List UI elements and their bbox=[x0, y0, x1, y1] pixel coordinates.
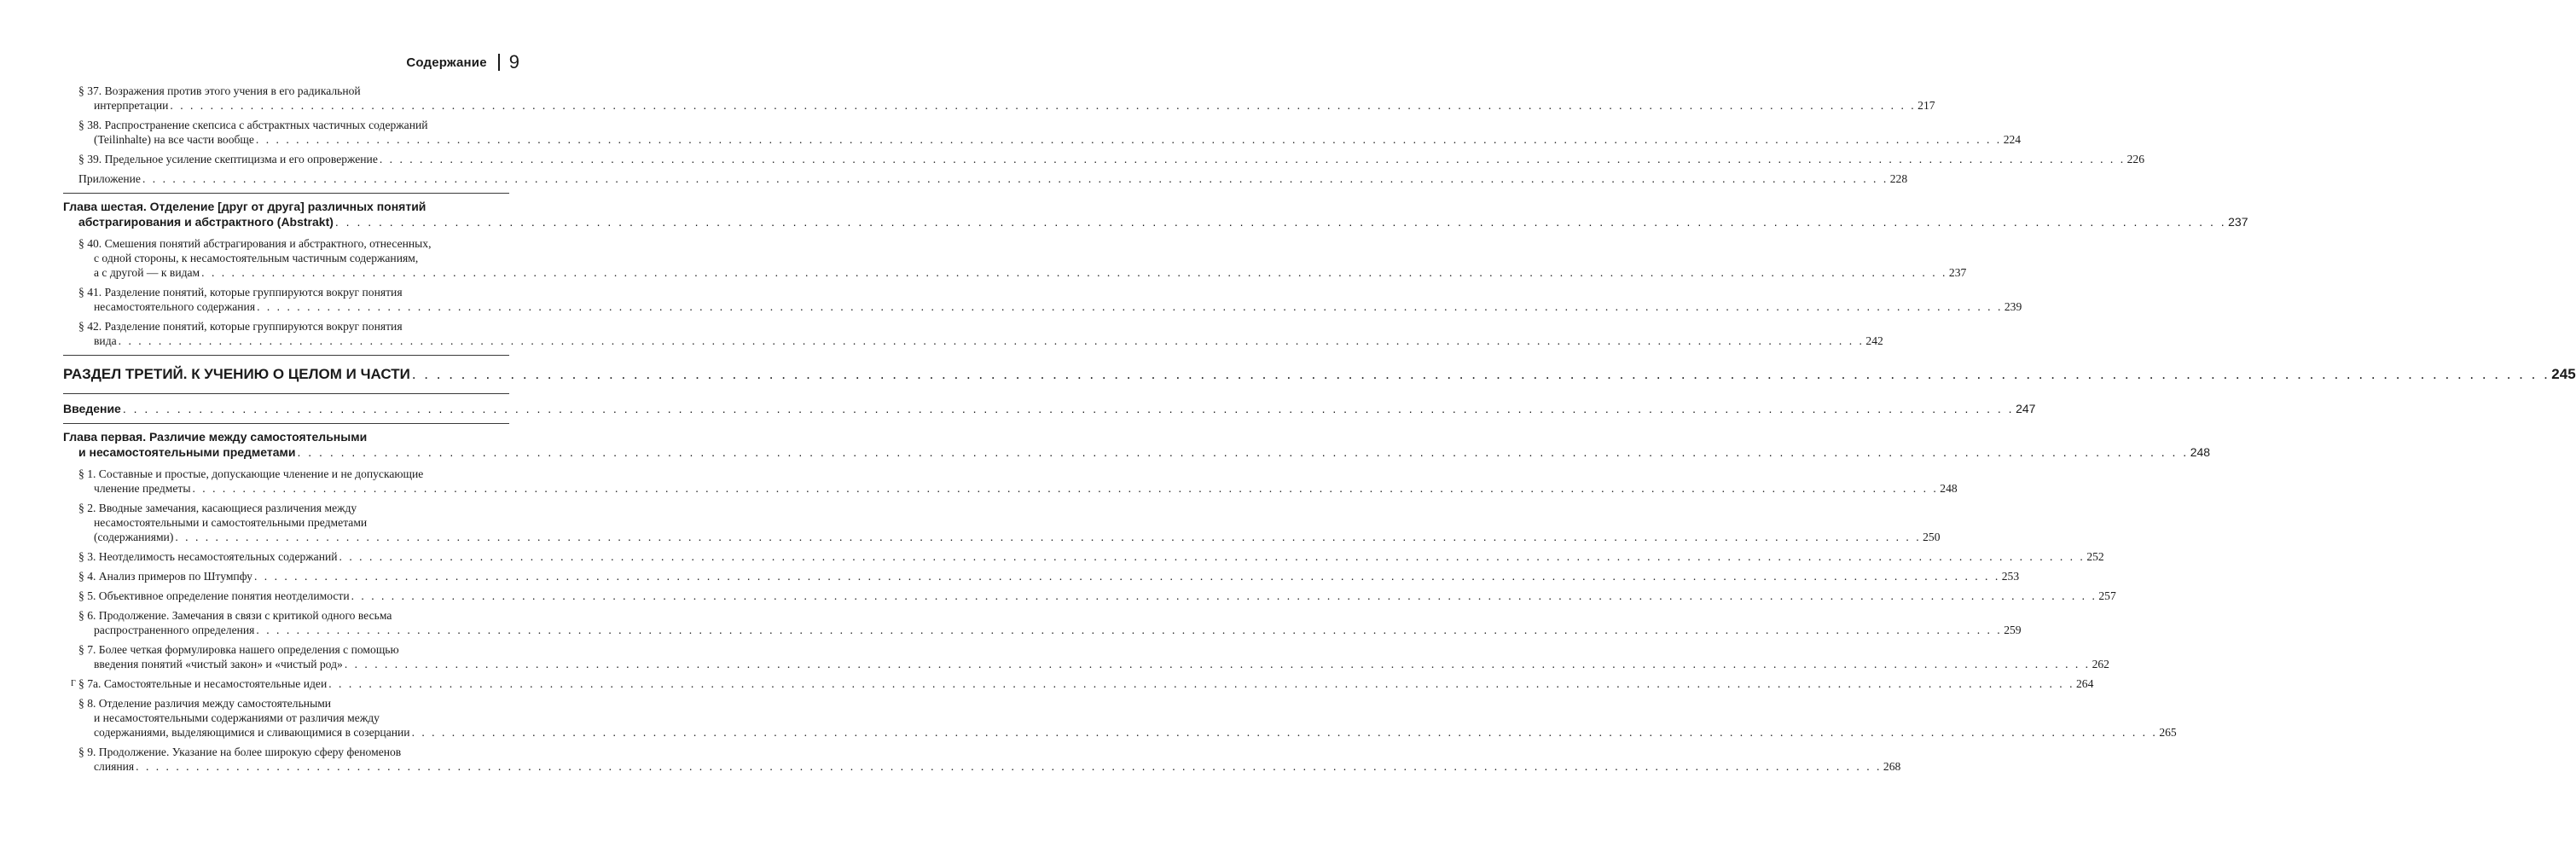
leader-dots bbox=[339, 550, 2086, 563]
toc-entry-s7[interactable] bbox=[63, 642, 2109, 671]
toc-entry-42[interactable] bbox=[63, 319, 1883, 348]
toc-entry-s3[interactable] bbox=[63, 549, 2104, 564]
toc-page: 242 bbox=[1865, 334, 1883, 347]
toc-line: § 38. Распространение скепсиса с абстрактных частичных содержаний bbox=[78, 119, 428, 131]
leader-dots bbox=[254, 570, 2000, 583]
toc-page: 248 bbox=[1940, 482, 1958, 495]
table-of-contents bbox=[63, 84, 2576, 774]
toc-line: несамостоятельного содержания bbox=[94, 300, 256, 313]
toc-page: 268 bbox=[1883, 760, 1901, 773]
toc-line: РАЗДЕЛ ТРЕТИЙ. К УЧЕНИЮ О ЦЕЛОМ И ЧАСТИ bbox=[63, 366, 410, 382]
toc-line: интерпретации bbox=[94, 99, 169, 112]
page-number: 9 bbox=[508, 51, 519, 73]
toc-line: Глава шестая. Отделение [друг от друга] различных понятий bbox=[63, 200, 426, 213]
toc-line: несамостоятельными и самостоятельными предметами bbox=[94, 516, 368, 529]
toc-line: Приложение bbox=[78, 172, 141, 185]
toc-line: Глава первая. Различие между самостоятельными bbox=[63, 430, 368, 444]
toc-page: 239 bbox=[2004, 300, 2022, 313]
toc-chapter-1[interactable] bbox=[63, 429, 2211, 460]
toc-entry-s7a[interactable] bbox=[63, 676, 2094, 691]
leader-dots bbox=[380, 153, 2126, 165]
toc-page: 224 bbox=[2003, 133, 2022, 146]
header-separator bbox=[498, 54, 500, 71]
toc-line: содержаниями, выделяющимися и сливающимися в созерцании bbox=[94, 726, 410, 739]
toc-introduction[interactable] bbox=[63, 401, 2036, 416]
leader-dots bbox=[328, 677, 2074, 690]
leader-dots bbox=[201, 266, 1947, 279]
toc-part-3[interactable] bbox=[63, 366, 2576, 383]
leader-dots bbox=[257, 300, 2003, 313]
toc-page: 262 bbox=[2092, 658, 2109, 670]
header-title: Содержание bbox=[406, 55, 487, 70]
toc-line: § 7а. Самостоятельные и несамостоятельные идеи bbox=[78, 677, 328, 690]
leader-dots bbox=[256, 624, 2002, 636]
toc-line: § 9. Продолжение. Указание на более широкую сферу феноменов bbox=[78, 746, 402, 758]
leader-dots bbox=[412, 726, 2158, 739]
toc-chapter-6[interactable] bbox=[63, 199, 2248, 229]
leader-dots bbox=[351, 589, 2097, 602]
toc-entry-s6[interactable] bbox=[63, 608, 2022, 637]
toc-line: § 42. Разделение понятий, которые группируются вокруг понятия bbox=[78, 320, 403, 333]
toc-page: 248 bbox=[2190, 445, 2211, 459]
toc-line: § 40. Смешения понятий абстрагирования и абстрактного, отнесенных, bbox=[78, 237, 432, 250]
toc-entry-s8[interactable] bbox=[63, 696, 2177, 740]
toc-page: 265 bbox=[2159, 726, 2177, 739]
leader-dots bbox=[412, 366, 2550, 382]
leader-dots bbox=[142, 172, 1888, 185]
toc-entry-39[interactable] bbox=[63, 152, 2145, 166]
toc-line: § 7. Более четкая формулировка нашего определения с помощью bbox=[78, 643, 399, 656]
toc-line: § 2. Вводные замечания, касающиеся различения между bbox=[78, 502, 357, 514]
toc-page: 264 bbox=[2075, 677, 2094, 690]
toc-entry-s5[interactable] bbox=[63, 589, 2116, 603]
toc-line: § 37. Возражения против этого учения в его радикальной bbox=[78, 84, 361, 97]
toc-entry-37[interactable] bbox=[63, 84, 1935, 113]
toc-page: 259 bbox=[2004, 624, 2022, 636]
toc-entry-40[interactable] bbox=[63, 236, 1967, 280]
toc-page: 245 bbox=[2551, 366, 2576, 382]
running-header bbox=[406, 51, 519, 73]
toc-page: 250 bbox=[1923, 531, 1941, 543]
toc-line: § 41. Разделение понятий, которые группируются вокруг понятия bbox=[78, 286, 403, 299]
toc-page: 257 bbox=[2098, 589, 2116, 602]
leader-dots bbox=[136, 760, 1882, 773]
toc-line: § 1. Составные и простые, допускающие членение и не допускающие bbox=[78, 467, 424, 480]
toc-line: с одной стороны, к несамостоятельным частичным содержаниям, bbox=[94, 252, 419, 264]
leader-dots bbox=[345, 658, 2091, 670]
toc-line: § 6. Продолжение. Замечания в связи с критикой одного весьма bbox=[78, 609, 392, 622]
toc-line: (Teilinhalte) на все части вообще bbox=[94, 133, 254, 146]
toc-page: 237 bbox=[2228, 215, 2248, 229]
toc-line: распространенного определения bbox=[94, 624, 255, 636]
toc-entry-s2[interactable] bbox=[63, 501, 1941, 544]
toc-page: 237 bbox=[1948, 266, 1967, 279]
insertion-marker: Г bbox=[71, 679, 76, 688]
toc-page: 217 bbox=[1917, 99, 1935, 112]
toc-entry-41[interactable] bbox=[63, 285, 2022, 314]
toc-page: 228 bbox=[1889, 172, 1908, 185]
toc-line: слияния bbox=[94, 760, 135, 773]
leader-dots bbox=[119, 334, 1865, 347]
toc-line: и несамостоятельными предметами bbox=[78, 445, 296, 459]
toc-entry-38[interactable] bbox=[63, 118, 2022, 147]
toc-line: § 39. Предельное усиление скептицизма и его опровержение bbox=[78, 153, 378, 165]
leader-dots bbox=[297, 445, 2188, 459]
toc-page: 247 bbox=[2016, 402, 2036, 415]
leader-dots bbox=[256, 133, 2002, 146]
toc-entry-appendix[interactable] bbox=[63, 171, 1908, 186]
toc-line: § 3. Неотделимость несамостоятельных содержаний bbox=[78, 550, 338, 563]
toc-line: введения понятий «чистый закон» и «чистый род» bbox=[94, 658, 343, 670]
toc-page: 253 bbox=[2001, 570, 2020, 583]
toc-page: 226 bbox=[2126, 153, 2145, 165]
toc-line: § 4. Анализ примеров по Штумпфу bbox=[78, 570, 252, 583]
toc-entry-s1[interactable] bbox=[63, 467, 1958, 496]
toc-entry-s4[interactable] bbox=[63, 569, 2020, 583]
toc-line: абстрагирования и абстрактного (Abstrakt) bbox=[78, 215, 334, 229]
leader-dots bbox=[123, 402, 2014, 415]
toc-line: вида bbox=[94, 334, 117, 347]
toc-line: а с другой — к видам bbox=[94, 266, 200, 279]
toc-line: Введение bbox=[63, 402, 121, 415]
leader-dots bbox=[193, 482, 1939, 495]
toc-entry-s9[interactable] bbox=[63, 745, 1901, 774]
toc-line: членение предметы bbox=[94, 482, 191, 495]
leader-dots bbox=[175, 531, 1921, 543]
leader-dots bbox=[170, 99, 1916, 112]
toc-line: и несамостоятельными содержаниями от различия между bbox=[94, 711, 380, 724]
toc-line: § 8. Отделение различия между самостоятельными bbox=[78, 697, 332, 710]
toc-line: § 5. Объективное определение понятия неотделимости bbox=[78, 589, 350, 602]
toc-page: 252 bbox=[2086, 550, 2104, 563]
leader-dots bbox=[335, 215, 2226, 229]
toc-line: (содержаниями) bbox=[94, 531, 174, 543]
